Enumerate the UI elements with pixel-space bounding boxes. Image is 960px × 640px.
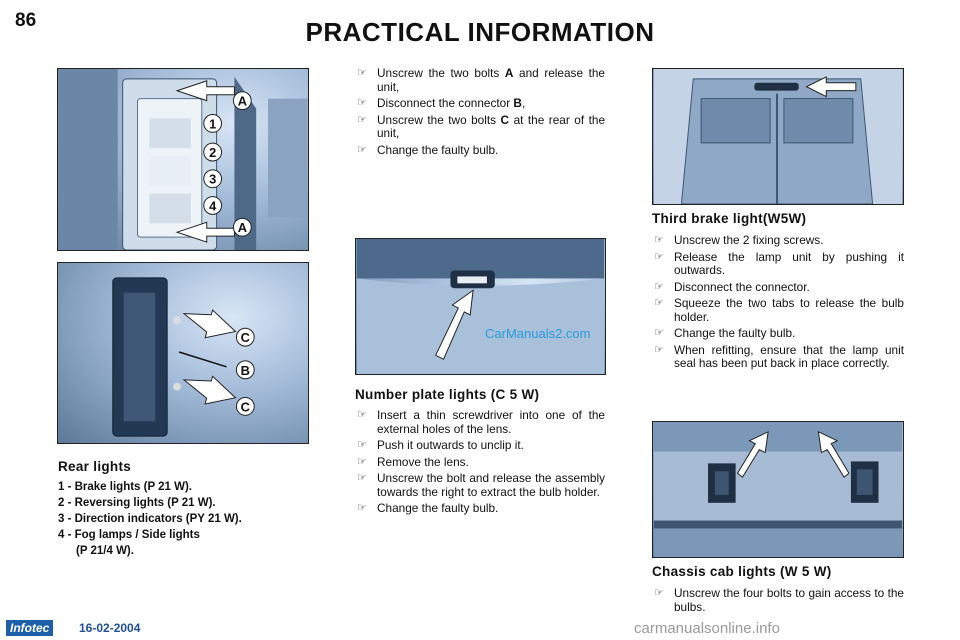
pointing-hand-icon: ☞ xyxy=(654,297,664,309)
legend-item: 4 - Fog lamps / Side lights xyxy=(58,529,200,541)
number-plate-illustration xyxy=(356,239,605,374)
number-plate-steps xyxy=(355,409,605,519)
step-item: ☞ Unscrew the two bolts C at the rear of the unit, xyxy=(357,112,606,140)
step-item: ☞ Unscrew the bolt and release the assembly towards the right to extract the bulb holder. xyxy=(357,471,605,499)
chassis-cab-title: Chassis cab lights (W 5 W) xyxy=(652,564,832,579)
pointing-hand-icon: ☞ xyxy=(654,327,664,339)
unit-steps-list xyxy=(355,67,605,160)
legend-item: 2 - Reversing lights (P 21 W). xyxy=(58,497,216,509)
pointing-hand-icon: ☞ xyxy=(357,409,367,421)
step-item: ☞ Squeeze the two tabs to release the bulb holder. xyxy=(654,296,904,324)
pointing-hand-icon: ☞ xyxy=(654,234,664,246)
third-brake-photo xyxy=(652,68,904,205)
step-item: ☞ Disconnect the connector. xyxy=(654,279,810,294)
van-rear-illustration xyxy=(653,69,903,204)
chassis-cab-steps xyxy=(652,587,904,617)
watermark: CarManuals2.com xyxy=(485,326,591,341)
footer-watermark-url: carmanualsonline.info xyxy=(634,620,780,637)
step-item: ☞ Remove the lens. xyxy=(357,454,469,469)
step-item: ☞ Unscrew the two bolts A and release the unit, xyxy=(357,66,605,94)
pointing-hand-icon: ☞ xyxy=(357,97,367,109)
pointing-hand-icon: ☞ xyxy=(357,502,367,514)
page-title: PRACTICAL INFORMATION xyxy=(305,17,655,47)
callout-label: B xyxy=(240,362,250,378)
step-item: ☞ Change the faulty bulb. xyxy=(357,501,499,515)
pointing-hand-icon: ☞ xyxy=(357,67,367,79)
pointing-hand-icon: ☞ xyxy=(654,250,664,263)
callout-label: 4 xyxy=(209,198,217,214)
rear-light-illustration xyxy=(58,69,308,250)
third-brake-title: Third brake light(W5W) xyxy=(652,211,807,226)
rear-light-back-illustration xyxy=(58,263,308,443)
legend-item: 3 - Direction indicators (PY 21 W). xyxy=(58,513,242,525)
pointing-hand-icon: ☞ xyxy=(357,472,367,484)
pointing-hand-icon: ☞ xyxy=(654,343,664,356)
third-brake-steps xyxy=(652,234,904,374)
step-item: ☞ Change the faulty bulb. xyxy=(654,326,796,340)
footer-date: 16-02-2004 xyxy=(79,621,141,635)
step-item: ☞ Change the faulty bulb. xyxy=(357,142,499,157)
infotec-logo: Infotec xyxy=(6,620,53,636)
number-plate-photo xyxy=(355,238,606,375)
legend-item: 1 - Brake lights (P 21 W). xyxy=(58,481,192,493)
rear-light-photo xyxy=(57,68,309,251)
chassis-cab-illustration xyxy=(653,422,903,557)
legend-item: (P 21/4 W). xyxy=(76,545,134,557)
pointing-hand-icon: ☞ xyxy=(654,280,664,293)
pointing-hand-icon: ☞ xyxy=(357,113,367,126)
pointing-hand-icon: ☞ xyxy=(654,587,664,599)
pointing-hand-icon: ☞ xyxy=(357,143,367,156)
callout-label: C xyxy=(240,399,250,415)
chassis-cab-photo xyxy=(652,421,904,558)
step-item: ☞ Push it outwards to unclip it. xyxy=(357,438,524,452)
rear-lights-title: Rear lights xyxy=(58,459,132,474)
number-plate-title: Number plate lights (C 5 W) xyxy=(355,387,540,402)
rear-light-back-photo xyxy=(57,262,309,444)
callout-label: 1 xyxy=(209,116,217,132)
callout-label: 3 xyxy=(209,171,217,187)
step-item: ☞ Unscrew the 2 fixing screws. xyxy=(654,233,824,247)
callout-label: A xyxy=(237,220,247,236)
callout-label: C xyxy=(240,330,250,346)
rear-lights-legend xyxy=(58,479,318,559)
page-number: 86 xyxy=(15,10,37,31)
step-item: ☞ When refitting, ensure that the lamp unit seal has been put back in place correctly. xyxy=(654,342,904,370)
step-item: ☞ Unscrew the four bolts to gain access to the bulbs. xyxy=(654,586,904,614)
pointing-hand-icon: ☞ xyxy=(357,439,367,451)
pointing-hand-icon: ☞ xyxy=(357,455,367,468)
callout-label: 2 xyxy=(209,145,217,161)
step-item: ☞ Release the lamp unit by pushing it outwards. xyxy=(654,249,904,277)
callout-label: A xyxy=(237,93,247,109)
step-item: ☞ Insert a thin screwdriver into one of the external holes of the lens. xyxy=(357,408,605,436)
step-item: ☞ Disconnect the connector B, xyxy=(357,96,526,110)
